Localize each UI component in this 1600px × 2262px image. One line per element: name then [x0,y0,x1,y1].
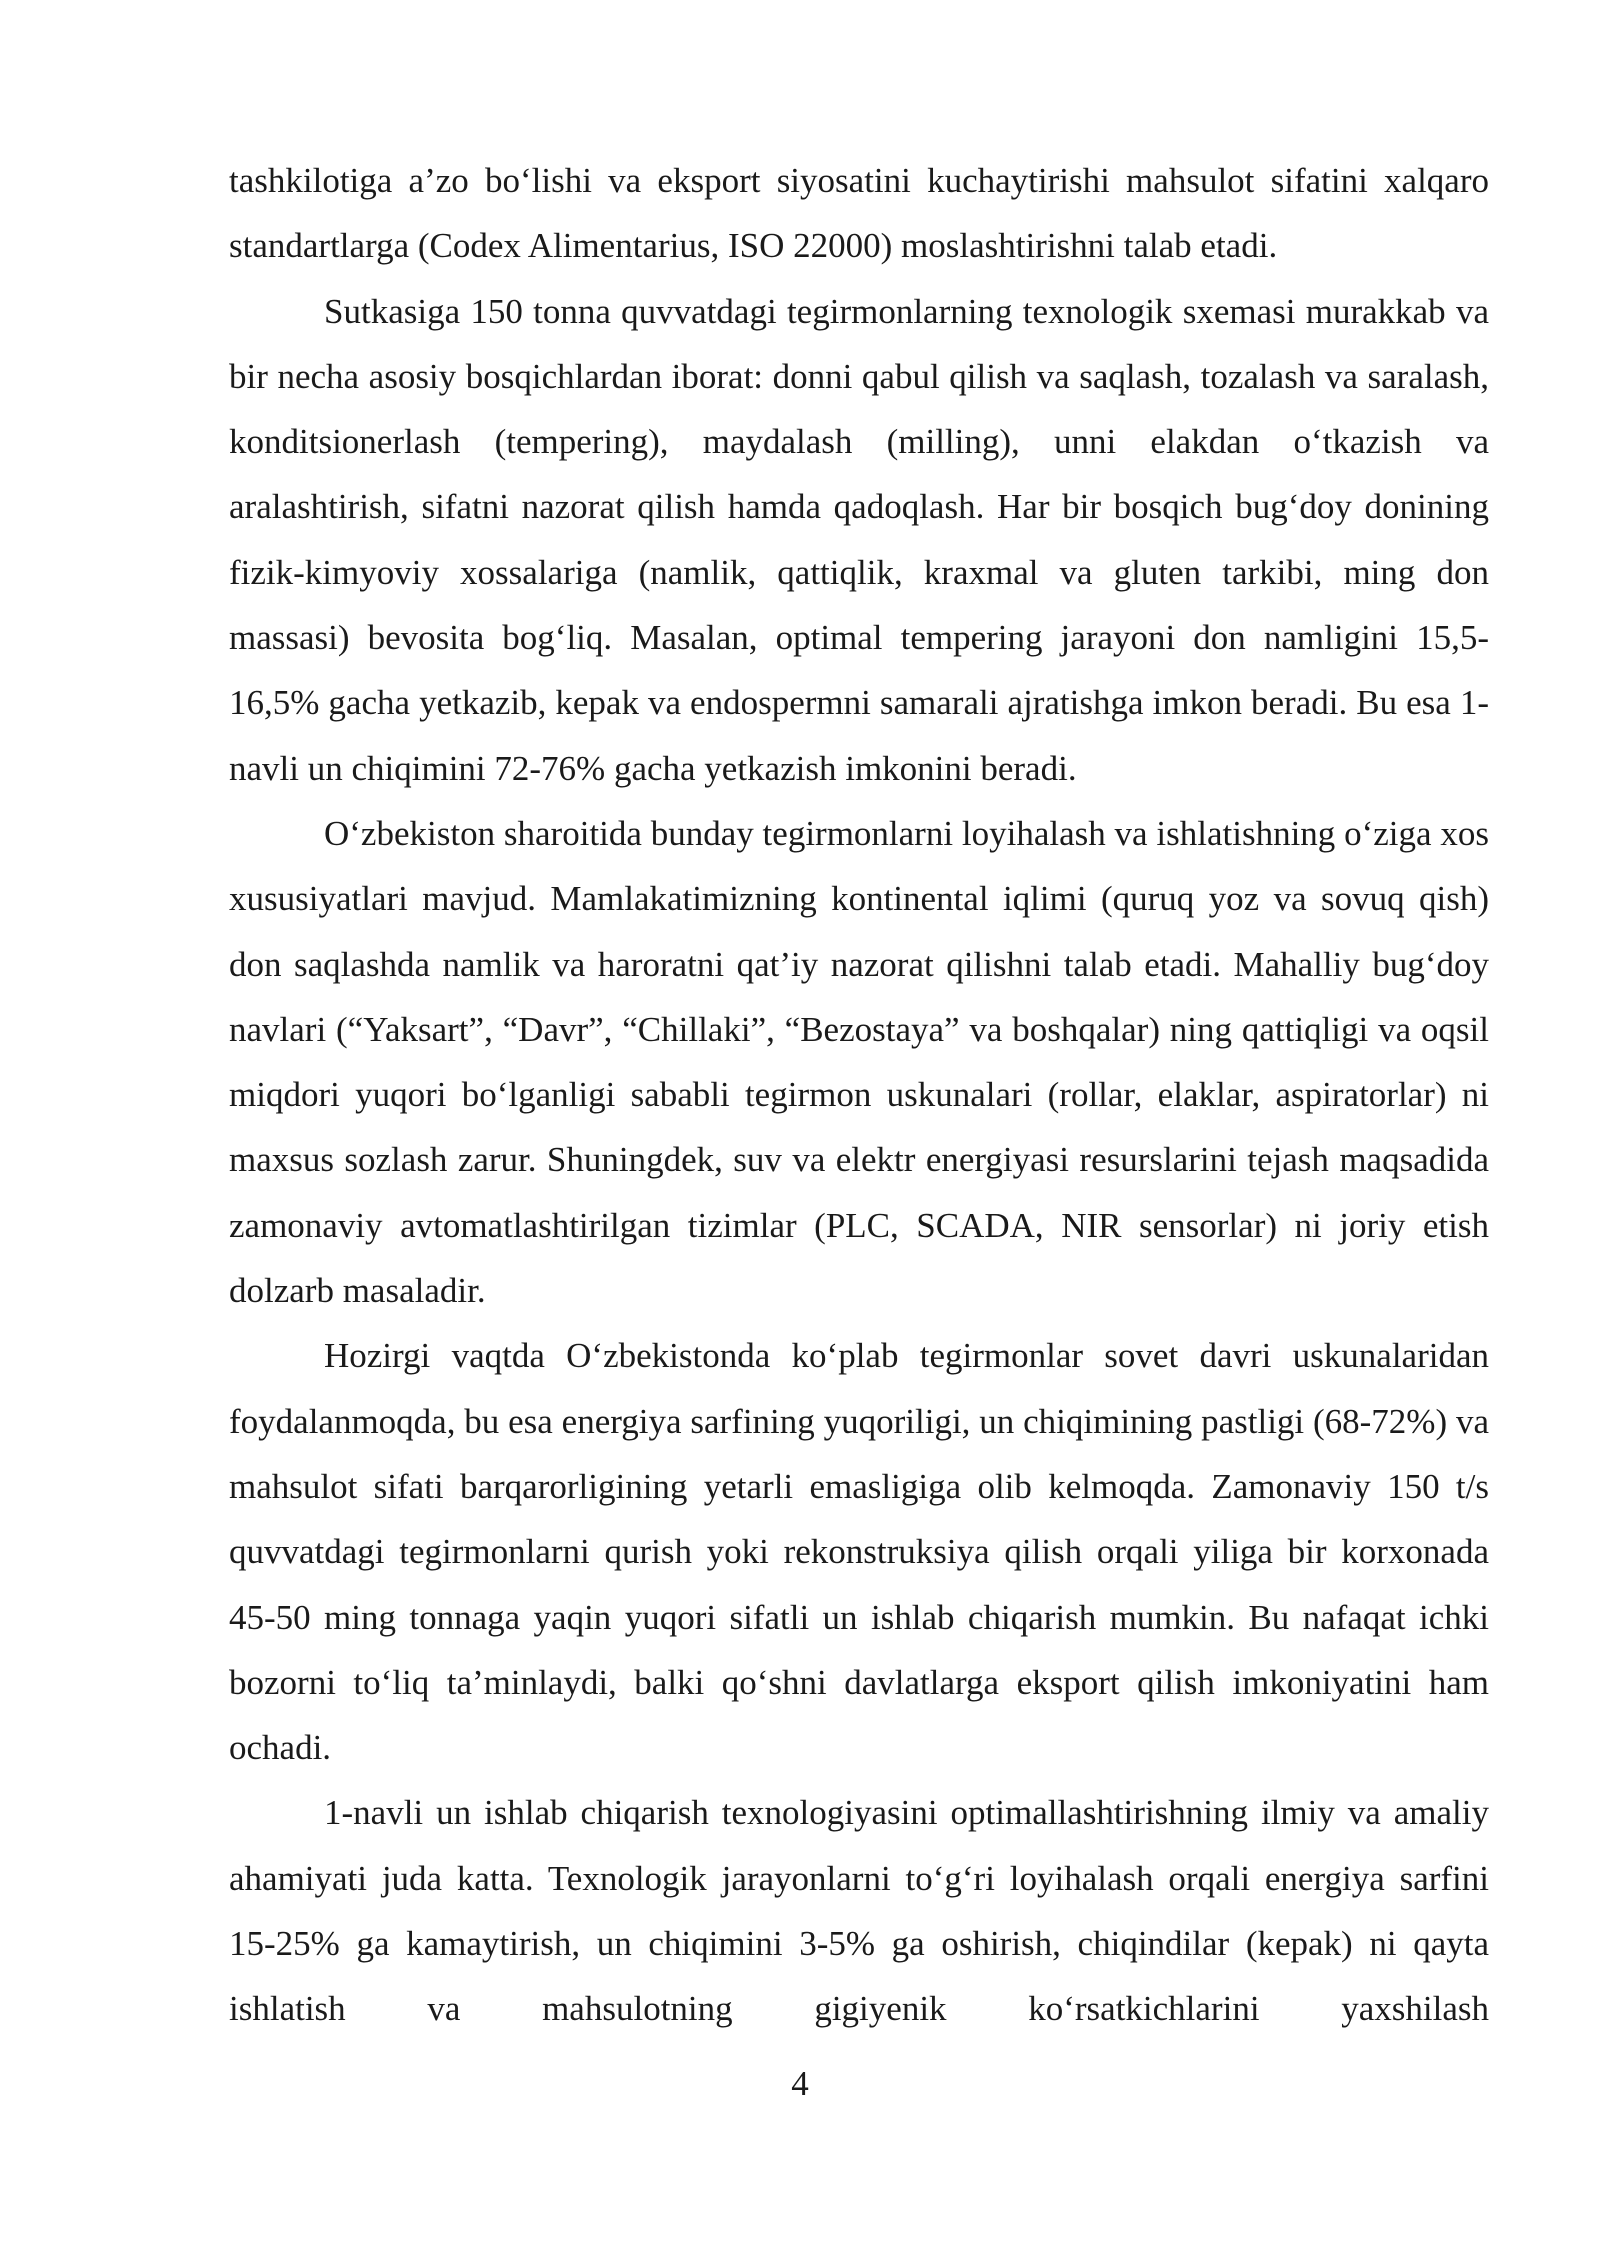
page-number: 4 [791,2064,809,2103]
paragraph-ilmiy-ahamiyati: 1-navli un ishlab chiqarish texnologiyasini optimallashtirishning ilmiy va amaliy ahamiyati juda katta. Texnologik jarayonlarni to‘g‘ri loyihalash orqali energiya sarfini 15-25% ga kamaytirish, un chiqimini 3-5% ga oshirish, chiqindilar (kepak) ni qayta ishlatish va mahsulotning gigiyenik ko‘rsatkichlarini yaxshilash [229,1793,1489,2029]
document-body [229,148,1489,2042]
paragraph-ozbekiston-sharoitida: O‘zbekiston sharoitida bunday tegirmonlarni loyihalash va ishlatishning o‘ziga xos xususiyatlari mavjud. Mamlakatimizning kontinental iqlimi (quruq yoz va sovuq qish) don saqlashda namlik va haroratni qat’iy nazorat qilishni talab etadi. Mahalliy bug‘doy navlari (“Yaksart”, “Davr”, “Chillaki”, “Bezostaya” va boshqalar) ning qattiqligi va oqsil miqdori yuqori bo‘lganligi sababli tegirmon uskunalari (rollar, elaklar, aspiratorlar) ni maxsus sozlash zarur. Shuningdek, suv va elektr energiyasi resurslarini tejash maqsadida zamonaviy avtomatlashtirilgan tizimlar (PLC, SCADA, NIR sensorlar) ni joriy etish dolzarb masaladir. [229,813,1489,1311]
paragraph-continuation: tashkilotiga a’zo bo‘lishi va eksport siyosatini kuchaytirishi mahsulot sifatini xalqaro standartlarga (Codex Alimentarius, ISO 22000) moslashtirishni talab etadi. [229,161,1489,266]
paragraph-tegirmon-texnologik-sxemasi: Sutkasiga 150 tonna quvvatdagi tegirmonlarning texnologik sxemasi murakkab va bir necha asosiy bosqichlardan iborat: donni qabul qilish va saqlash, tozalash va saralash, konditsionerlash (tempering), maydalash (milling), unni elakdan o‘tkazish va aralashtirish, sifatni nazorat qilish hamda qadoqlash. Har bir bosqich bug‘doy donining fizik-kimyoviy xossalariga (namlik, qattiqlik, kraxmal va gluten tarkibi, ming don massasi) bevosita bog‘liq. Masalan, optimal tempering jarayoni don namligini 15,5-16,5% gacha yetkazib, kepak va endospermni samarali ajratishga imkon beradi. Bu esa 1-navli un chiqimini 72-76% gacha yetkazish imkonini beradi. [229,291,1489,788]
paragraph-hozirgi-vaqtda: Hozirgi vaqtda O‘zbekistonda ko‘plab tegirmonlar sovet davri uskunalaridan foydalanmoqda, bu esa energiya sarfining yuqoriligi, un chiqimining pastligi (68-72%) va mahsulot sifati barqarorligining yetarli emasligiga olib kelmoqda. Zamonaviy 150 t/s quvvatdagi tegirmonlarni qurish yoki rekonstruksiya qilish orqali yiliga bir korxonada 45-50 ming tonnaga yaqin yuqori sifatli un ishlab chiqarish mumkin. Bu nafaqat ichki bozorni to‘liq ta’minlaydi, balki qo‘shni davlatlarga eksport qilish imkoniyatini ham ochadi. [229,1336,1489,1768]
